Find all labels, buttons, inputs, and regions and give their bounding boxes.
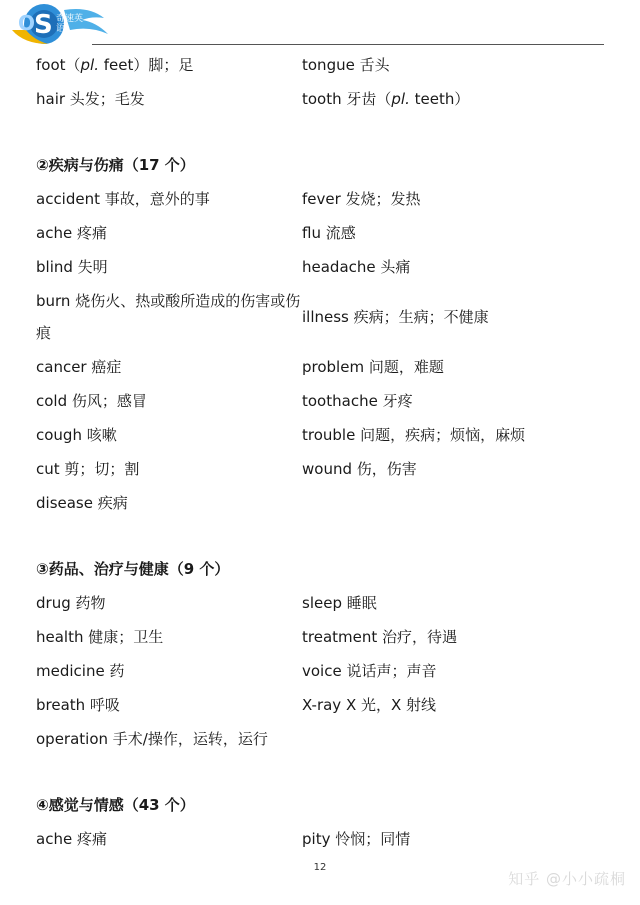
vocab-row xyxy=(36,182,616,216)
vocab-entry-left: hair 头发；毛发 xyxy=(36,90,145,108)
page-number: 12 xyxy=(313,862,327,873)
vocab-entry-right: illness 疾病；生病；不健康 xyxy=(302,308,489,326)
vocab-entry-right: toothache 牙疼 xyxy=(302,392,413,410)
vocab-entry-right: tooth 牙齿（pl. teeth） xyxy=(302,90,470,108)
section-title: ④感觉与情感（43 个） xyxy=(36,796,195,814)
vocab-entry-left: breath 呼吸 xyxy=(36,696,120,714)
vocab-entry-right: flu 流感 xyxy=(302,224,356,242)
vocab-entry-left: cancer 癌症 xyxy=(36,358,122,376)
vocab-row xyxy=(36,688,616,722)
vocab-entry-left: cut 剪；切；割 xyxy=(36,460,140,478)
vocab-entry-right: tongue 舌头 xyxy=(302,56,390,74)
vocab-entry-right: fever 发烧；发热 xyxy=(302,190,421,208)
vocab-entry-right: sleep 睡眠 xyxy=(302,594,377,612)
vocab-row xyxy=(36,452,616,486)
vocabulary-content xyxy=(36,48,616,856)
vocab-entry-left: ache 疼痛 xyxy=(36,830,107,848)
vocab-entry-right: pity 怜悯；同情 xyxy=(302,830,411,848)
vocab-entry-right: treatment 治疗，待遇 xyxy=(302,628,458,646)
vocab-entry-right: problem 问题，难题 xyxy=(302,358,444,376)
vocab-row xyxy=(36,82,616,116)
watermark: 知乎 @小小疏桐 xyxy=(508,870,626,888)
vocab-entry-left: cough 咳嗽 xyxy=(36,426,117,444)
vocab-row xyxy=(36,350,616,384)
section-title: ③药品、治疗与健康（9 个） xyxy=(36,560,230,578)
vocab-entry-left: health 健康；卫生 xyxy=(36,628,164,646)
vocab-row xyxy=(36,822,616,856)
header-divider xyxy=(92,44,604,45)
vocab-row xyxy=(36,586,616,620)
vocab-row xyxy=(36,216,616,250)
vocab-entry-left: burn 烧伤火、热或酸所造成的伤害或伤痕 xyxy=(36,292,301,342)
vocab-row xyxy=(36,654,616,688)
vocab-row xyxy=(36,250,616,284)
page-header xyxy=(0,0,640,52)
vocab-entry-left: foot（pl. feet）脚；足 xyxy=(36,56,194,74)
vocab-row xyxy=(36,486,616,520)
vocab-row xyxy=(36,620,616,654)
svg-text:O: O xyxy=(18,11,36,35)
vocab-entry-left: drug 药物 xyxy=(36,594,106,612)
vocab-entry-left: medicine 药 xyxy=(36,662,125,680)
vocab-row xyxy=(36,48,616,82)
vocab-entry-left: ache 疼痛 xyxy=(36,224,107,242)
svg-text:S: S xyxy=(34,10,53,40)
vocab-row xyxy=(36,418,616,452)
vocab-entry-left: disease 疾病 xyxy=(36,494,128,512)
vocab-row xyxy=(36,284,616,350)
vocab-entry-right: headache 头痛 xyxy=(302,258,411,276)
vocab-entry-right: voice 说话声；声音 xyxy=(302,662,437,680)
section-title: ②疾病与伤痛（17 个） xyxy=(36,156,195,174)
logo-text: 奇速英语 xyxy=(56,14,84,34)
vocab-entry-left: operation 手术/操作，运转，运行 xyxy=(36,730,268,748)
vocab-row xyxy=(36,722,616,756)
vocab-entry-right: X-ray X 光，X 射线 xyxy=(302,696,437,714)
vocab-row xyxy=(36,384,616,418)
vocab-entry-right: wound 伤，伤害 xyxy=(302,460,417,478)
vocab-entry-right: trouble 问题，疾病；烦恼，麻烦 xyxy=(302,426,526,444)
vocab-entry-left: cold 伤风；感冒 xyxy=(36,392,147,410)
vocab-entry-left: blind 失明 xyxy=(36,258,108,276)
vocab-entry-left: accident 事故，意外的事 xyxy=(36,190,210,208)
